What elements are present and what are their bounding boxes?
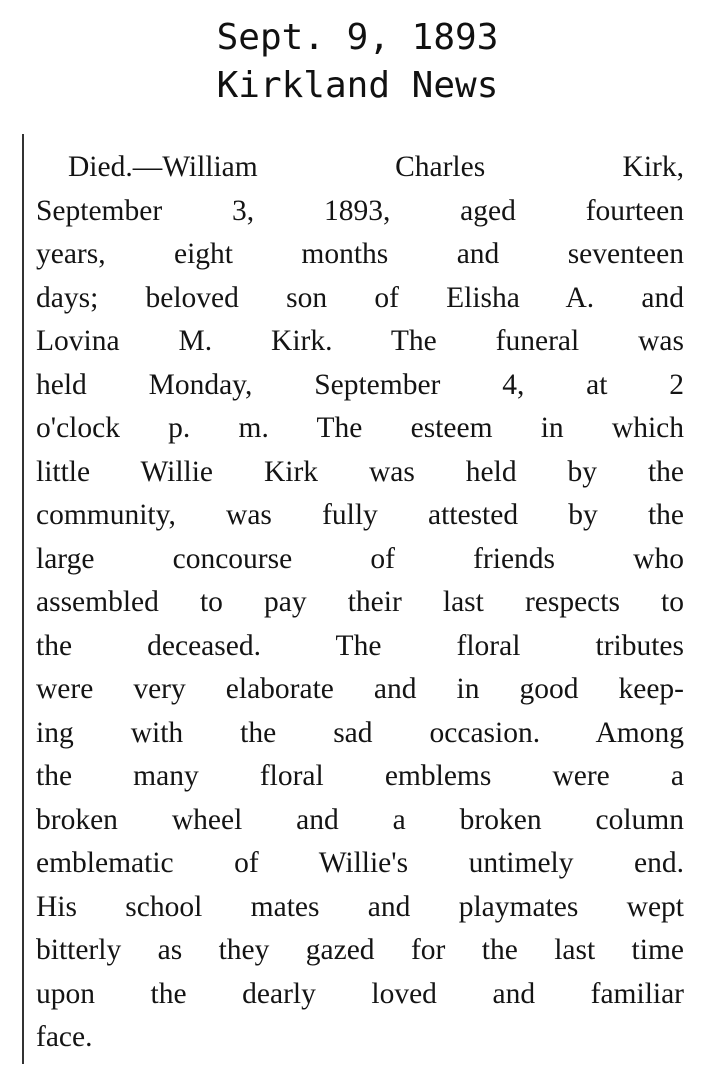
article-line: broken wheel and a broken column bbox=[36, 803, 684, 836]
article-line: large concourse of friends who bbox=[36, 542, 684, 575]
article-line: held Monday, September 4, at 2 bbox=[36, 368, 684, 401]
article-line: community, was fully attested by the bbox=[36, 499, 684, 531]
article-line: Lovina M. Kirk. The funeral was bbox=[36, 325, 684, 357]
clipping-header bbox=[0, 14, 715, 110]
article-line: His school mates and playmates wept bbox=[36, 890, 684, 923]
newspaper-name: Kirkland News bbox=[216, 65, 499, 106]
article-line: assembled to pay their last respects to bbox=[36, 586, 684, 618]
article-line: upon the dearly loved and familiar bbox=[36, 977, 684, 1010]
article-line: the deceased. The floral tributes bbox=[36, 629, 684, 662]
article-line: September 3, 1893, aged fourteen bbox=[36, 194, 684, 227]
article-line: years, eight months and seventeen bbox=[36, 238, 684, 270]
article-line: little Willie Kirk was held by the bbox=[36, 455, 684, 488]
clipping-date: Sept. 9, 1893 bbox=[216, 17, 499, 58]
column-rule bbox=[22, 134, 24, 1064]
article-line: the many floral emblems were a bbox=[36, 760, 684, 792]
article-line: face. bbox=[36, 1021, 93, 1053]
article-line: o'clock p. m. The esteem in which bbox=[36, 412, 684, 444]
article-line: ing with the sad occasion. Among bbox=[36, 716, 684, 749]
article-line: Died.—William Charles Kirk, bbox=[68, 151, 684, 183]
article-line: were very elaborate and in good keep- bbox=[36, 673, 684, 705]
article-line: bitterly as they gazed for the last time bbox=[36, 934, 684, 966]
article-line: emblematic of Willie's untimely end. bbox=[36, 847, 684, 879]
obituary-article bbox=[36, 146, 684, 1060]
article-line: days; beloved son of Elisha A. and bbox=[36, 281, 684, 314]
